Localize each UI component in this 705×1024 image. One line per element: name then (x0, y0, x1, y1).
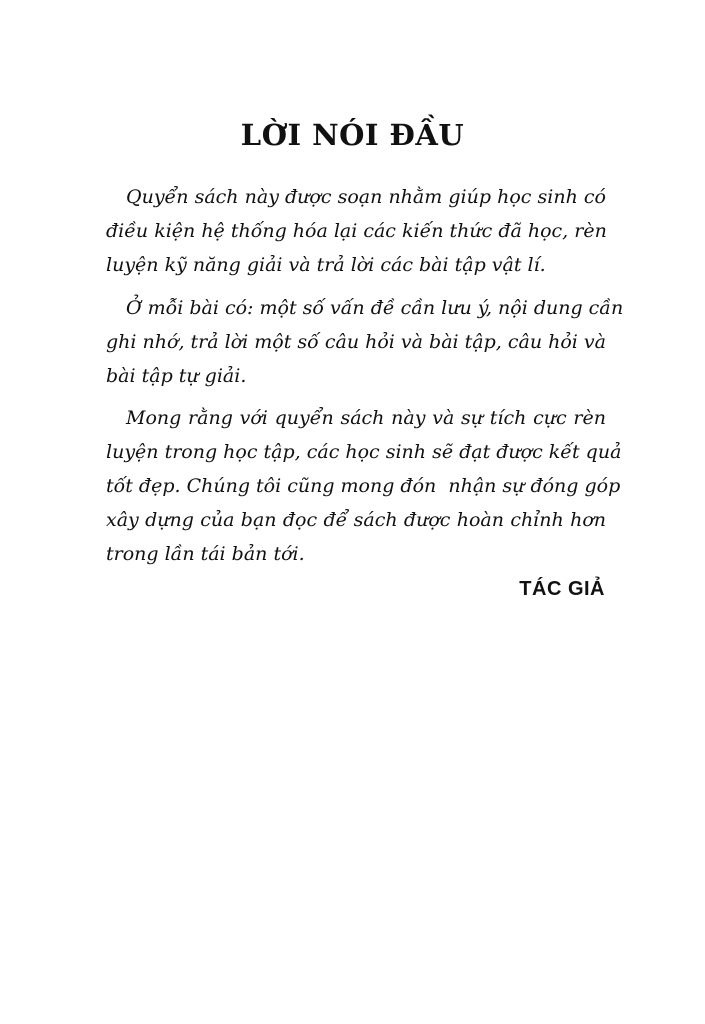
paragraph-3-line-2: luyện trong học tập, các học sinh sẽ đạt được kết quả (106, 441, 622, 463)
paragraph-1-line-2: điều kiện hệ thống hóa lại các kiến thức đã học, rèn (106, 220, 607, 242)
page-title: LỜI NÓI ĐẦU (240, 118, 465, 152)
paragraph-3-line-4: xây dựng của bạn đọc để sách được hoàn chỉnh hơn (106, 509, 606, 531)
paragraph-1-line-3: luyện kỹ năng giải và trả lời các bài tập vật lí. (106, 254, 546, 276)
paragraph-3-line-3: tốt đẹp. Chúng tôi cũng mong đón nhận sự đóng góp (106, 475, 621, 497)
paragraph-3-line-5: trong lần tái bản tới. (106, 543, 305, 565)
paragraph-1-line-1: Quyển sách này được soạn nhằm giúp học sinh có (126, 186, 606, 208)
paragraph-2-line-3: bài tập tự giải. (106, 365, 247, 387)
paragraph-2-line-1: Ở mỗi bài có: một số vấn đề cần lưu ý, nội dung cần (126, 297, 624, 319)
paragraph-2-line-2: ghi nhớ, trả lời một số câu hỏi và bài tập, câu hỏi và (106, 331, 606, 353)
author-signature: TÁC GIẢ (519, 578, 605, 600)
paragraph-3-line-1: Mong rằng với quyển sách này và sự tích cực rèn (126, 407, 606, 429)
